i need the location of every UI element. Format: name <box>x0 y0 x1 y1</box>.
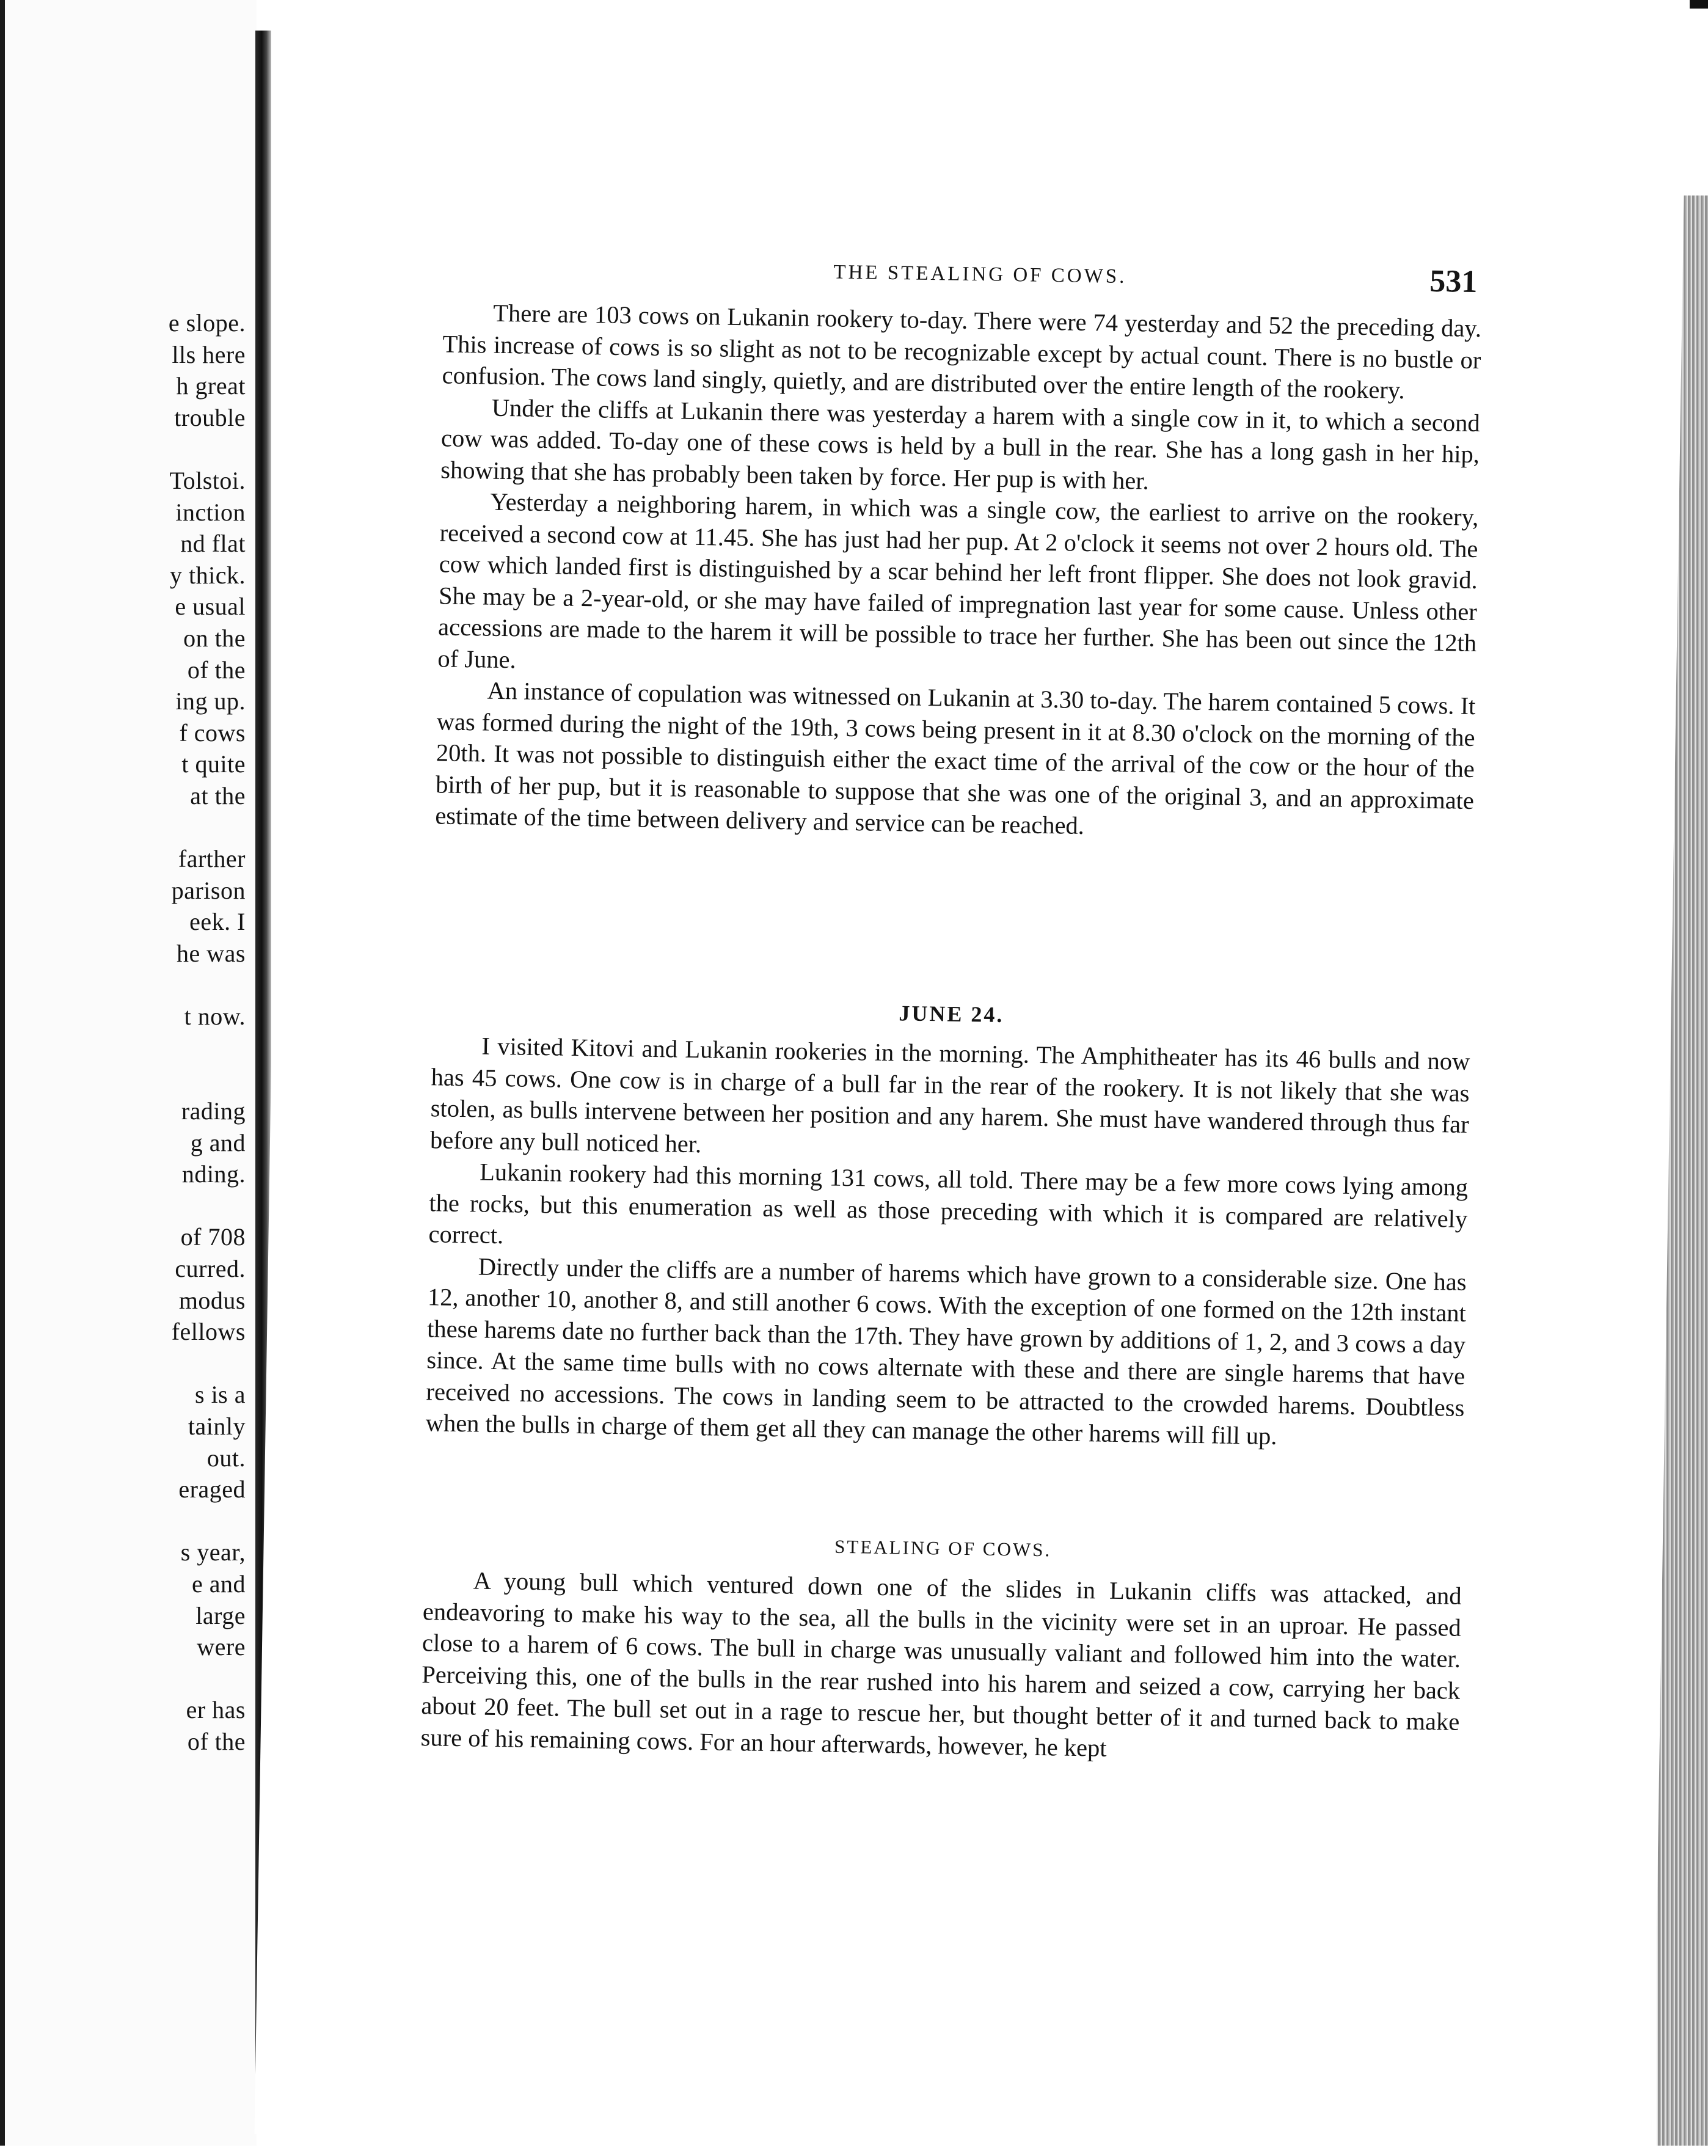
scan-mark <box>1690 0 1708 9</box>
facing-page-line: at the <box>190 782 246 809</box>
facing-page-line: nding. <box>181 1160 246 1188</box>
facing-page-line: fellows <box>171 1318 246 1346</box>
facing-page-line: parison <box>171 876 246 904</box>
facing-page-line: large <box>195 1601 246 1629</box>
section-stealing-text <box>420 1564 1462 1769</box>
facing-page-line: of 708 <box>180 1223 246 1251</box>
facing-page-line: Tolstoi. <box>169 467 246 494</box>
paragraph: There are 103 cows on Lukanin rookery to-day. There were 74 yesterday and 52 the preceding day. This increase of cows is so slight as not to be recognizable except by actual count. There is no bustle or confusion. The cows land singly, quietly, and are distributed over the entire length of the rookery. <box>442 299 1482 404</box>
paragraph: I visited Kitovi and Lukanin rookeries in the morning. The Amphitheater has its 46 bulls and now has 45 cows. One cow is in charge of a bull far in the rear of the rookery. It is not likely that she was stolen, as bulls intervene between her position and any harem. She must have wandered through thus far before any bull noticed her. <box>429 1032 1470 1158</box>
main-page <box>254 0 1687 2156</box>
facing-page-line: t quite <box>181 750 246 778</box>
paragraph: Under the cliffs at Lukanin there was yesterday a harem with a single cow in it, to which a second cow was added. To-day one of these cows is held by a bull in the rear. She has a long gash in her hip, showing that she has probably been taken by force. Her pup is with her. <box>440 393 1481 495</box>
facing-page-line: ing up. <box>175 687 246 715</box>
facing-page-line: tainly <box>188 1412 246 1440</box>
facing-page-line: f cows <box>179 718 246 747</box>
section-june-24-text <box>425 1029 1470 1455</box>
facing-page-line: h great <box>176 372 246 400</box>
running-head: THE STEALING OF COWS. <box>833 261 1127 288</box>
facing-page-line: y thick. <box>170 561 246 589</box>
facing-page <box>0 0 257 2146</box>
section-heading-stealing-of-cows: STEALING OF COWS. <box>834 1535 1052 1561</box>
page-edge-shadow <box>0 0 5 2146</box>
facing-page-line: trouble <box>174 403 246 431</box>
facing-page-line: on the <box>183 624 246 652</box>
paragraph: Lukanin rookery had this morning 131 cows, all told. There may be a few more cows lying among the rocks, but this enumeration as well as those preceding with which it is compared are relatively correct. <box>428 1158 1469 1249</box>
facing-page-line: inction <box>175 498 246 526</box>
section-heading-june-24: JUNE 24. <box>899 1001 1004 1027</box>
section-june-23-text <box>435 296 1482 847</box>
facing-page-line: of the <box>187 1728 246 1755</box>
facing-page-line: eek. I <box>189 908 246 936</box>
facing-page-line: out. <box>206 1444 246 1472</box>
facing-page-line: g and <box>190 1128 246 1157</box>
facing-page-line: modus <box>178 1286 246 1314</box>
facing-page-line: e slope. <box>168 309 246 337</box>
facing-page-line: s year, <box>180 1538 246 1566</box>
paragraph: A young bull which ventured down one of the slides in Lukanin cliffs was attacked, and endeavoring to make his way to the sea, all the bulls in the vicinity were set in an uproar. He passed close to a harem of 6 cows. The bull in charge was unusually valiant and followed him into the water. Perceiving this, one of the bulls in the rear rushed into his harem and seized a cow, carrying her back about 20 feet. The bull set out in a rage to rescue her, but thought better of it and turned back to make sure of his remaining cows. For an hour afterwards, however, he kept <box>420 1566 1462 1762</box>
facing-page-line: e and <box>191 1570 246 1598</box>
facing-page-line: eraged <box>178 1475 246 1504</box>
facing-page-line: rading <box>181 1097 246 1125</box>
page-number: 531 <box>1429 263 1478 300</box>
facing-page-line: were <box>197 1633 246 1661</box>
facing-page-line: he was <box>177 940 246 967</box>
facing-page-line: er has <box>186 1696 246 1724</box>
facing-page-line: of the <box>187 656 246 684</box>
facing-page-line: curred. <box>175 1255 246 1282</box>
facing-page-line: s is a <box>195 1381 246 1409</box>
facing-page-line: e usual <box>175 593 246 621</box>
facing-page-line: lls here <box>172 340 246 368</box>
paragraph: Yesterday a neighboring harem, in which was a single cow, the earliest to arrive on the rookery, received a second cow at 11.45. She has just had her pup. At 2 o'clock it seems not over 2 hours old. The cow which landed first is distinguished by a scar behind her left front flipper. She does not look gravid. She may be a 2-year-old, or she may have failed of impregnation last year for some cause. Unless other accessions are made to the harem it will be possible to trace her further. She has been out since the 12th of June. <box>437 488 1479 673</box>
paragraph: Directly under the cliffs are a number of harems which have grown to a considerable size. One has 12, another 10, another 8, and still another 6 cows. With the exception of one formed on the 12th instant these harems date no further back than the 17th. They have grown by additions of 1, 2, and 3 cows a day since. At the same time bulls with no cows alternate with these and there are single harems that have received no accessions. The cows in landing seem to be attracted to the crowded harems. Doubtless when the bulls in charge of them get all they can manage the other harems will fill up. <box>425 1252 1467 1450</box>
paragraph: An instance of copulation was witnessed on Lukanin at 3.30 to-day. The harem contained 5 cows. It was formed during the night of the 19th, 3 cows being present in it at 8.30 o'clock on the morning of the 20th. It was not possible to distinguish either the exact time of the arrival of the cow or the hour of the birth of her pup, but it is reasonable to suppose that she was one of the original 3, and an approximate estimate of the time between delivery and service can be reached. <box>435 676 1476 840</box>
facing-page-line: nd flat <box>180 530 246 558</box>
facing-page-line: farther <box>178 845 246 873</box>
facing-page-line: t now. <box>184 1003 246 1031</box>
